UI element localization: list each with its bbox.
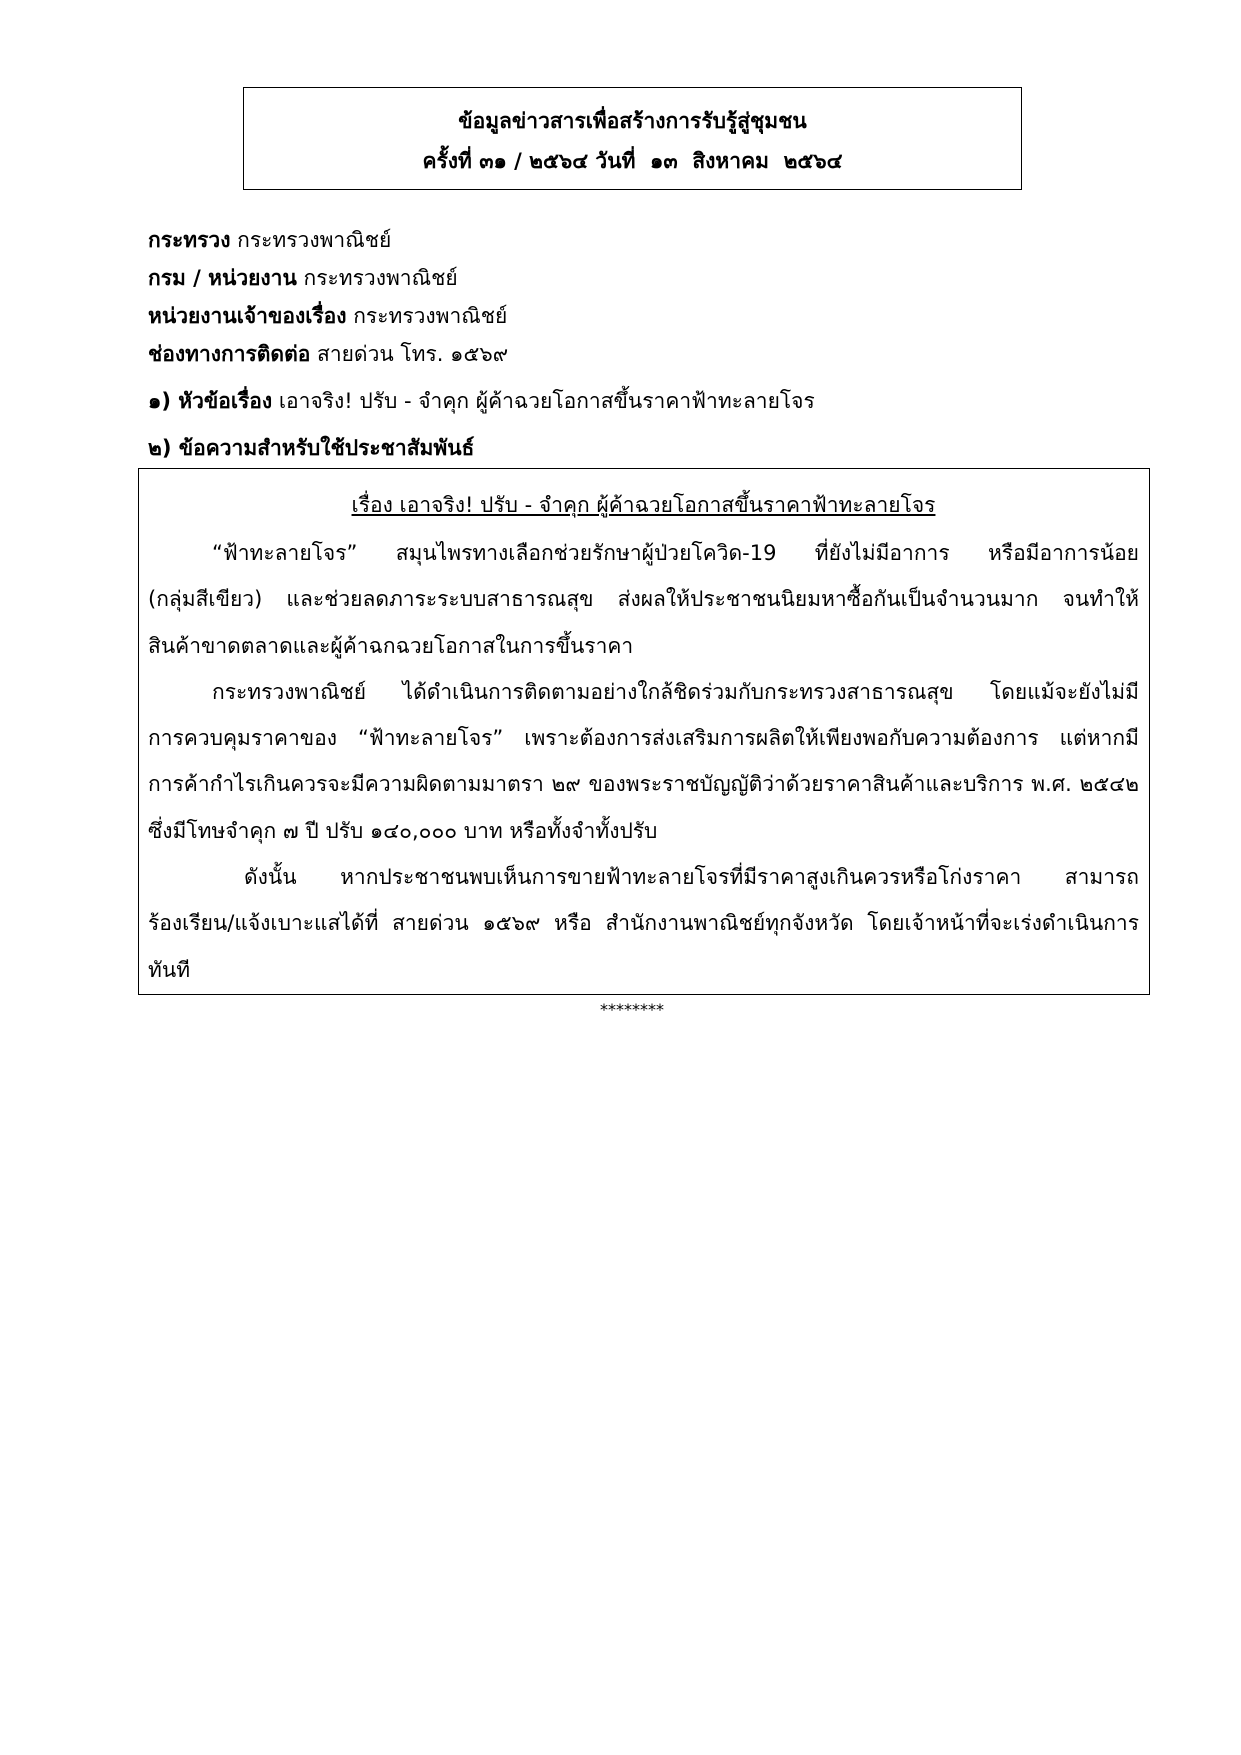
section-pr-message xyxy=(148,427,1148,469)
message-box xyxy=(138,468,1150,995)
section-topic-value: เอาจริง! ปรับ - จำคุก ผู้ค้าฉวยโอกาสขึ้นราคาฟ้าทะลายโจร xyxy=(278,389,815,413)
header-issue: ครั้งที่ ๓๑ / ๒๕๖๔ วันที่ ๑๓ สิงหาคม ๒๕๖๔ xyxy=(422,149,843,173)
message-line: สินค้าขาดตลาดและผู้ค้าฉกฉวยโอกาสในการขึ้นราคา xyxy=(148,633,634,658)
info-value-contact: สายด่วน โทร. ๑๕๖๙ xyxy=(317,342,509,366)
message-line: การค้ากำไรเกินควรจะมีความผิดตามมาตรา ๒๙ ของพระราชบัญญัติว่าด้วยราคาสินค้าและบริการ พ.ศ. ๒๕๔๒ xyxy=(148,772,1139,797)
header-title: ข้อมูลข่าวสารเพื่อสร้างการรับรู้สู่ชุมชน xyxy=(458,109,807,133)
section-topic xyxy=(148,380,1148,422)
message-line: การควบคุมราคาของ “ฟ้าทะลายโจร” เพราะต้องการส่งเสริมการผลิตให้เพียงพอกับความต้องการ แต่หากมี xyxy=(148,726,1139,751)
message-line: กระทรวงพาณิชย์ ได้ดำเนินการติดตามอย่างใกล้ชิดร่วมกับกระทรวงสาธารณสุข โดยแม้จะยังไม่มี xyxy=(212,679,1139,704)
message-line: ร้องเรียน/แจ้งเบาะแสได้ที่ สายด่วน ๑๕๖๙ หรือ สำนักงานพาณิชย์ทุกจังหวัด โดยเจ้าหน้าที่จะเร่งดำเนินการ xyxy=(148,911,1139,936)
info-row-owner-agency xyxy=(148,297,1148,335)
message-paragraph-3 xyxy=(148,854,1139,993)
info-label-owner-agency: หน่วยงานเจ้าของเรื่อง xyxy=(148,304,347,328)
message-line: (กลุ่มสีเขียว) และช่วยลดภาระระบบสาธารณสุข ส่งผลให้ประชาชนนิยมหาซื้อกันเป็นจำนวนมาก จนทำให้ xyxy=(148,587,1139,612)
message-line: ทันที xyxy=(148,957,191,982)
info-row-contact xyxy=(148,335,1148,373)
info-block xyxy=(148,221,1148,373)
header-box xyxy=(243,87,1022,190)
message-line: “ฟ้าทะลายโจร” สมุนไพรทางเลือกช่วยรักษาผู้ป่วยโควิด-19 ที่ยังไม่มีอาการ หรือมีอาการน้อย xyxy=(212,541,1139,565)
info-label-contact: ช่องทางการติดต่อ xyxy=(148,342,311,366)
info-row-ministry xyxy=(148,221,1148,259)
message-paragraph-2 xyxy=(148,669,1139,854)
info-label-department: กรม / หน่วยงาน xyxy=(148,266,297,290)
message-title: เรื่อง เอาจริง! ปรับ - จำคุก ผู้ค้าฉวยโอกาสขึ้นราคาฟ้าทะลายโจร xyxy=(351,493,936,517)
info-value-owner-agency: กระทรวงพาณิชย์ xyxy=(353,304,508,328)
message-line: ซึ่งมีโทษจำคุก ๗ ปี ปรับ ๑๔๐,๐๐๐ บาท หรือทั้งจำทั้งปรับ xyxy=(148,818,658,843)
message-area xyxy=(138,468,1150,1021)
section-pr-message-label: ๒) ข้อความสำหรับใช้ประชาสัมพันธ์ xyxy=(148,436,475,460)
info-value-department: กระทรวงพาณิชย์ xyxy=(303,266,458,290)
info-value-ministry: กระทรวงพาณิชย์ xyxy=(237,228,392,252)
end-mark: ******** xyxy=(600,1000,664,1019)
info-label-ministry: กระทรวง xyxy=(148,228,231,252)
message-paragraph-1 xyxy=(148,530,1139,669)
section-topic-label: ๑) หัวข้อเรื่อง xyxy=(148,389,273,413)
info-row-department xyxy=(148,259,1148,297)
message-line: ดังนั้น หากประชาชนพบเห็นการขายฟ้าทะลายโจรที่มีราคาสูงเกินควรหรือโก่งราคา สามารถ xyxy=(244,865,1139,890)
